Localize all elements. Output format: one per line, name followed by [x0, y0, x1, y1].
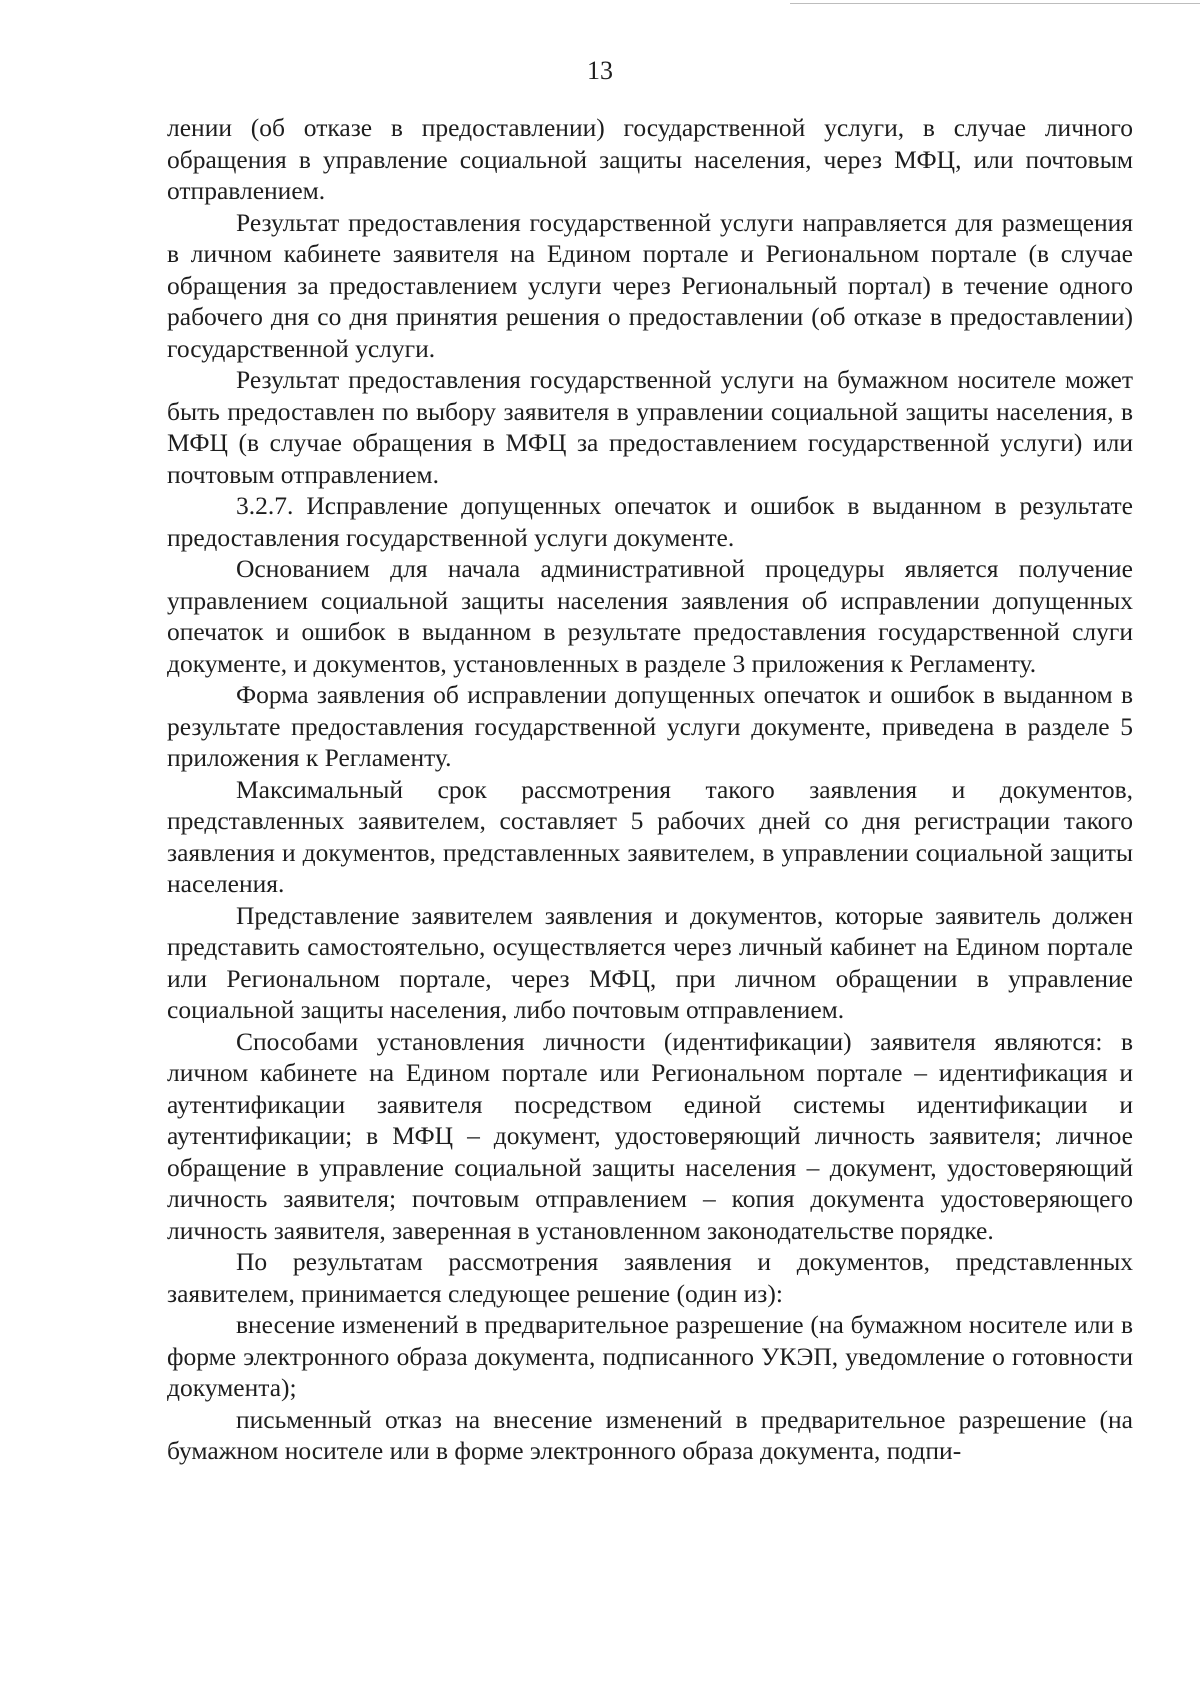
paragraph-max-term: Максимальный срок рассмотрения такого заявления и документов, представленных заявителем, составляет 5 рабочих дней со дня регистрации такого заявления и документов, представленных заявителем, в управлении социальной защиты населения.: [167, 774, 1133, 898]
paragraph-form: Форма заявления об исправлении допущенных опечаток и ошибок в выданном в результате предоставления государственной услуги документе, приведена в разделе 5 приложения к Регламенту.: [167, 680, 1133, 772]
paragraph-submission: Представление заявителем заявления и документов, которые заявитель должен представить самостоятельно, осуществляется через личный кабинет на Едином портале или Региональном портале, через МФЦ, при личном обращении в управление социальной защиты населения, либо почтовым отправлением.: [167, 900, 1133, 1024]
section-heading-3-2-7: 3.2.7. Исправление допущенных опечаток и ошибок в выданном в результате предоставления государственной услуги документе.: [167, 491, 1133, 552]
page-number: 13: [587, 56, 613, 85]
paragraph-identification: Способами установления личности (идентификации) заявителя являются: в личном кабинете на Едином портале или Региональном портале – идентификация и аутентификации заявителя посредством единой системы идентификации и аутентификации; в МФЦ – документ, удостоверяющий личность заявителя; личное обращение в управление социальной защиты населения – документ, удостоверяющий личность заявителя; почтовым отправлением – копия документа удостоверяющего личность заявителя, заверенная в установленном законодательстве порядке.: [167, 1026, 1133, 1245]
document-body: [167, 112, 1133, 1467]
scan-edge-line: [790, 3, 1200, 4]
paragraph-decision-refusal: письменный отказ на внесение изменений в предварительное разрешение (на бумажном носителе или в форме электронного образа документа, подпи-: [167, 1404, 1133, 1465]
paragraph-continuation: лении (об отказе в предоставлении) государственной услуги, в случае личного обращения в управление социальной защиты населения, через МФЦ, или почтовым отправлением.: [167, 113, 1133, 205]
paragraph-result-online: Результат предоставления государственной услуги направляется для размещения в личном кабинете заявителя на Едином портале и Региональном портале (в случае обращения за предоставлением услуги через Региональный портал) в течение одного рабочего дня со дня принятия решения о предоставлении (об отказе в предоставлении) государственной услуги.: [167, 207, 1133, 363]
paragraph-decision-amend: внесение изменений в предварительное разрешение (на бумажном носителе или в форме электронного образа документа, подписанного УКЭП, уведомление о готовности документа);: [167, 1310, 1133, 1402]
paragraph-grounds: Основанием для начала административной процедуры является получение управлением социальной защиты населения заявления об исправлении допущенных опечаток и ошибок в выданном в результате предоставления государственной слуги документе, и документов, установленных в разделе 3 приложения к Регламенту.: [167, 554, 1133, 678]
paragraph-result-paper: Результат предоставления государственной услуги на бумажном носителе может быть предоставлен по выбору заявителя в управлении социальной защиты населения, в МФЦ (в случае обращения в МФЦ за предоставлением государственной услуги) или почтовым отправлением.: [167, 365, 1133, 489]
paragraph-decision-intro: По результатам рассмотрения заявления и документов, представленных заявителем, принимается следующее решение (один из):: [167, 1247, 1133, 1308]
